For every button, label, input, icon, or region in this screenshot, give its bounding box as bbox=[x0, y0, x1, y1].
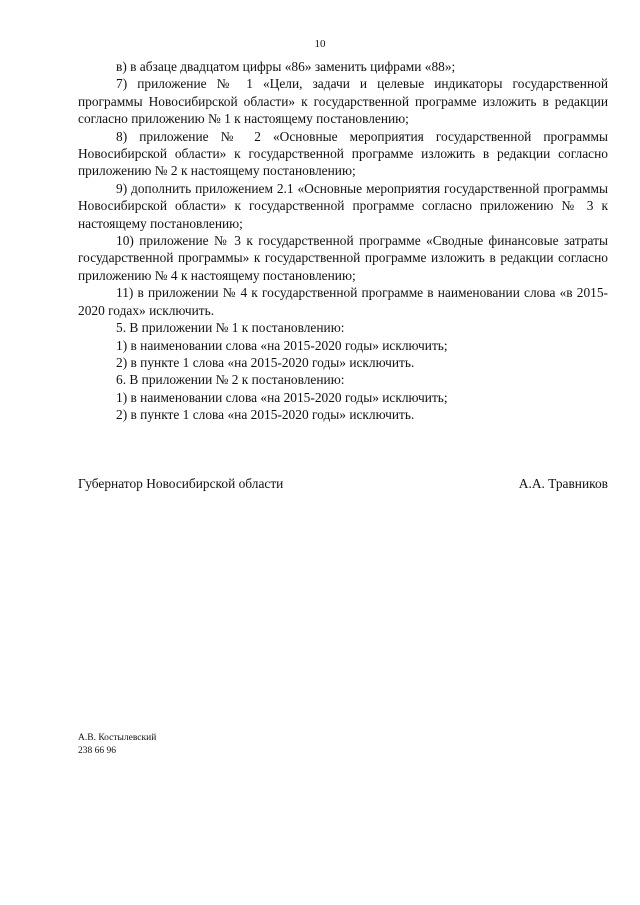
executor-block bbox=[78, 732, 156, 758]
paragraph: в) в абзаце двадцатом цифры «86» заменить цифрами «88»; bbox=[116, 59, 456, 74]
paragraph: 10) приложение № 3 к государственной программе «Сводные финансовые затраты государственной программы» к государственной программе изложить в редакции согласно приложению № 4 к настоящему постановлению; bbox=[78, 233, 608, 283]
paragraph: 5. В приложении № 1 к постановлению: bbox=[116, 320, 345, 336]
paragraph: 8) приложение № 2 «Основные мероприятия государственной программы Новосибирской области» к государственной программе изложить в редакции согласно приложению № 2 к настоящему постановлению; bbox=[78, 128, 608, 179]
paragraph: 2) в пункте 1 слова «на 2015-2020 годы» исключить. bbox=[116, 407, 415, 423]
signatory-name: А.А. Травников bbox=[518, 476, 608, 491]
paragraph: 6. В приложении № 2 к постановлению: bbox=[116, 372, 345, 388]
paragraph: 1) в наименовании слова «на 2015-2020 годы» исключить; bbox=[116, 337, 448, 353]
document-body bbox=[78, 58, 608, 424]
signatory-position: Губернатор Новосибирской области bbox=[78, 476, 284, 491]
paragraph: 9) дополнить приложением 2.1 «Основные мероприятия государственной программы Новосибирской области» к государственной программе согласно приложению № 3 к настоящему постановлению; bbox=[78, 180, 608, 231]
executor-phone: 238 66 96 bbox=[78, 746, 116, 756]
executor-name: А.В. Костылевский bbox=[78, 733, 157, 743]
paragraph: 1) в наименовании слова «на 2015-2020 годы» исключить; bbox=[116, 389, 448, 405]
paragraph: 7) приложение № 1 «Цели, задачи и целевые индикаторы государственной программы Новосибирской области» к государственной программе изложить в редакции согласно приложению № 1 к настоящему постановлению; bbox=[78, 76, 608, 127]
page-number: 10 bbox=[314, 38, 326, 50]
paragraph: 2) в пункте 1 слова «на 2015-2020 годы» исключить. bbox=[116, 354, 415, 370]
paragraph: 11) в приложении № 4 к государственной программе в наименовании слова «в 2015-2020 годах» исключить. bbox=[78, 285, 608, 318]
signature-block bbox=[78, 476, 608, 496]
